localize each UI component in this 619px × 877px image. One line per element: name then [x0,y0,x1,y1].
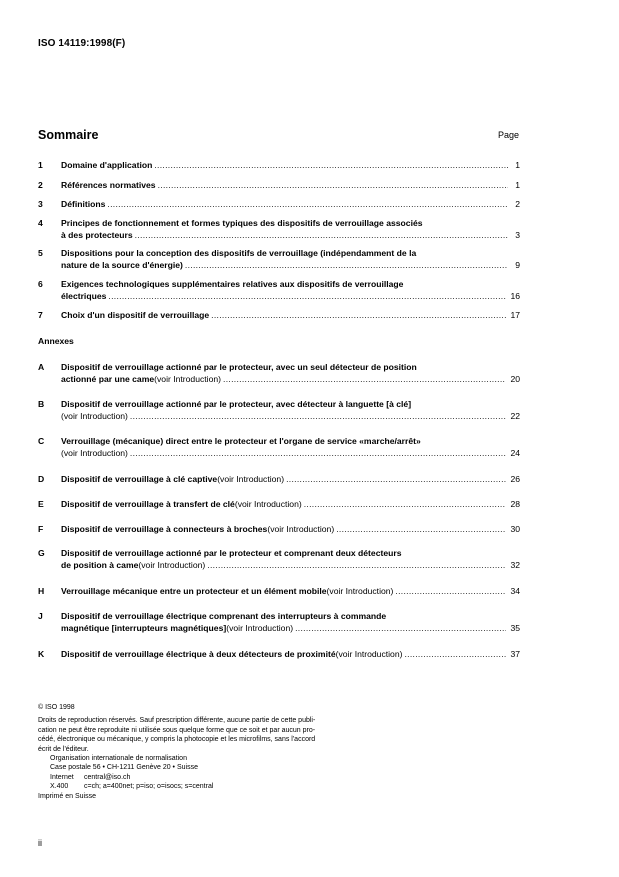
annex-note: (voir Introduction) [61,410,128,421]
entry-title-line1: Exigences technologiques supplémentaires relatives aux dispositifs de verrouillage [61,279,404,289]
annexes-heading: Annexes [38,336,74,346]
leader-dots [211,310,506,322]
postal-address: Case postale 56 • CH-1211 Genève 20 • Suisse [50,764,198,772]
entry-page: 16 [510,290,520,301]
entry-title-line1: Dispositions pour la conception des dispositifs de verrouillage (indépendamment de la [61,248,417,258]
rights-line: cation ne peut être reproduite ni utilisée sous quelque forme que ce soit et par aucun pro- [38,726,316,734]
x400-value: c=ch; a=400net; p=iso; o=isocs; s=central [84,783,214,791]
annex-note: (voir Introduction) [234,499,302,509]
leader-dots [295,623,506,635]
internet-value[interactable]: central@iso.ch [84,773,131,781]
leader-dots [185,260,508,272]
page-title: Sommaire [38,128,99,142]
leader-dots [107,199,508,211]
annex-page: 24 [510,447,520,458]
annex-letter: E [38,499,44,509]
entry-number: 6 [38,279,43,289]
annex-letter: C [38,436,45,446]
annex-page: 34 [510,586,520,596]
entry-page: 9 [515,259,520,270]
annex-note: (voir Introduction) [61,447,128,458]
annex-title-line1: Dispositif de verrouillage électrique comprenant des interrupteurs à commande [61,611,387,621]
leader-dots [154,160,508,172]
entry-page: 2 [515,199,520,209]
document-header: ISO 14119:1998(F) [38,38,126,49]
annex-letter: J [38,611,43,621]
organisation-name: Organisation internationale de normalisation [50,755,187,763]
annex-title: Dispositif de verrouillage électrique à deux détecteurs de proximité [61,649,336,659]
entry-title: nature de la source d'énergie) [61,259,183,270]
rights-line: cédé, électronique ou mécanique, y compris la photocopie et les microfilms, sans l'accord [38,736,316,744]
leader-dots [207,560,506,572]
entry-title: à des protecteurs [61,229,133,240]
entry-number: 2 [38,180,43,190]
x400-label: X.400 [50,783,69,791]
page-number: ii [38,838,42,848]
entry-title: Domaine d'application [61,160,153,170]
leader-dots [223,374,506,386]
printed-in: Imprimé en Suisse [38,792,96,800]
entry-page: 3 [515,229,520,240]
leader-dots [130,411,507,423]
annex-title-line1: Dispositif de verrouillage actionné par le protecteur, avec détecteur à languette [à clé] [61,399,412,409]
annex-title: Dispositif de verrouillage à clé captive [61,474,218,484]
entry-title: Choix d'un dispositif de verrouillage [61,310,210,320]
entry-number: 7 [38,310,43,320]
annex-title: Verrouillage mécanique entre un protecteur et un élément mobile [61,586,327,596]
annex-page: 32 [510,559,520,570]
entry-title-line1: Principes de fonctionnement et formes typiques des dispositifs de verrouillage associés [61,218,423,228]
annex-note: (voir Introduction) [326,586,394,596]
internet-row [50,773,398,782]
annex-title: Dispositif de verrouillage à transfert de clé [61,499,235,509]
entry-page: 1 [515,180,520,190]
rights-line: écrit de l'éditeur. [38,745,89,753]
copyright-line: © ISO 1998 [38,704,75,711]
entry-number: 1 [38,160,43,170]
annex-title-line1: Verrouillage (mécanique) direct entre le protecteur et l'organe de service «marche/arrêt» [61,436,421,446]
annex-page: 20 [510,373,520,384]
annex-letter: B [38,399,45,409]
annex-note: (voir Introduction) [138,559,206,570]
leader-dots [404,649,506,661]
annex-page: 22 [510,410,520,421]
annex-title-line1: Dispositif de verrouillage actionné par le protecteur, avec un seul détecteur de position [61,362,417,372]
page-column-label: Page [497,130,519,140]
entry-page: 17 [510,310,520,320]
annex-note: (voir Introduction) [226,622,294,633]
annex-page: 35 [510,622,520,633]
annex-title: Dispositif de verrouillage à connecteurs à broches [61,524,268,534]
leader-dots [158,180,508,192]
entry-title: Références normatives [61,180,156,190]
leader-dots [286,474,506,486]
leader-dots [135,230,508,242]
x400-row [50,782,398,791]
leader-dots [395,586,506,598]
annex-note: (voir Introduction) [154,373,222,384]
annex-title: de position à came [61,559,139,570]
annex-letter: H [38,586,45,596]
annex-page: 30 [510,524,520,534]
entry-number: 4 [38,218,43,228]
annex-letter: G [38,548,45,558]
entry-page: 1 [515,160,520,170]
annex-letter: D [38,474,45,484]
annex-note: (voir Introduction) [267,524,335,534]
rights-line: Droits de reproduction réservés. Sauf prescription différente, aucune partie de cette publi- [38,717,316,725]
annex-note: (voir Introduction) [335,649,403,659]
annex-letter: F [38,524,44,534]
internet-label: Internet [50,773,74,781]
annex-title-line1: Dispositif de verrouillage actionné par le protecteur et comprenant deux détecteurs [61,548,402,558]
annex-letter: A [38,362,45,372]
entry-title: électriques [61,290,107,301]
entry-number: 5 [38,248,43,258]
annex-letter: K [38,649,45,659]
leader-dots [304,499,507,511]
leader-dots [336,524,506,536]
entry-number: 3 [38,199,43,209]
leader-dots [108,291,506,303]
leader-dots [130,448,507,460]
annex-title: actionné par une came [61,373,155,384]
annex-page: 28 [510,499,520,509]
entry-title: Définitions [61,199,106,209]
copyright-block [38,703,398,801]
annex-page: 26 [510,474,520,484]
annex-page: 37 [510,649,520,659]
annex-title: magnétique [interrupteurs magnétiques] [61,622,227,633]
annex-note: (voir Introduction) [217,474,285,484]
